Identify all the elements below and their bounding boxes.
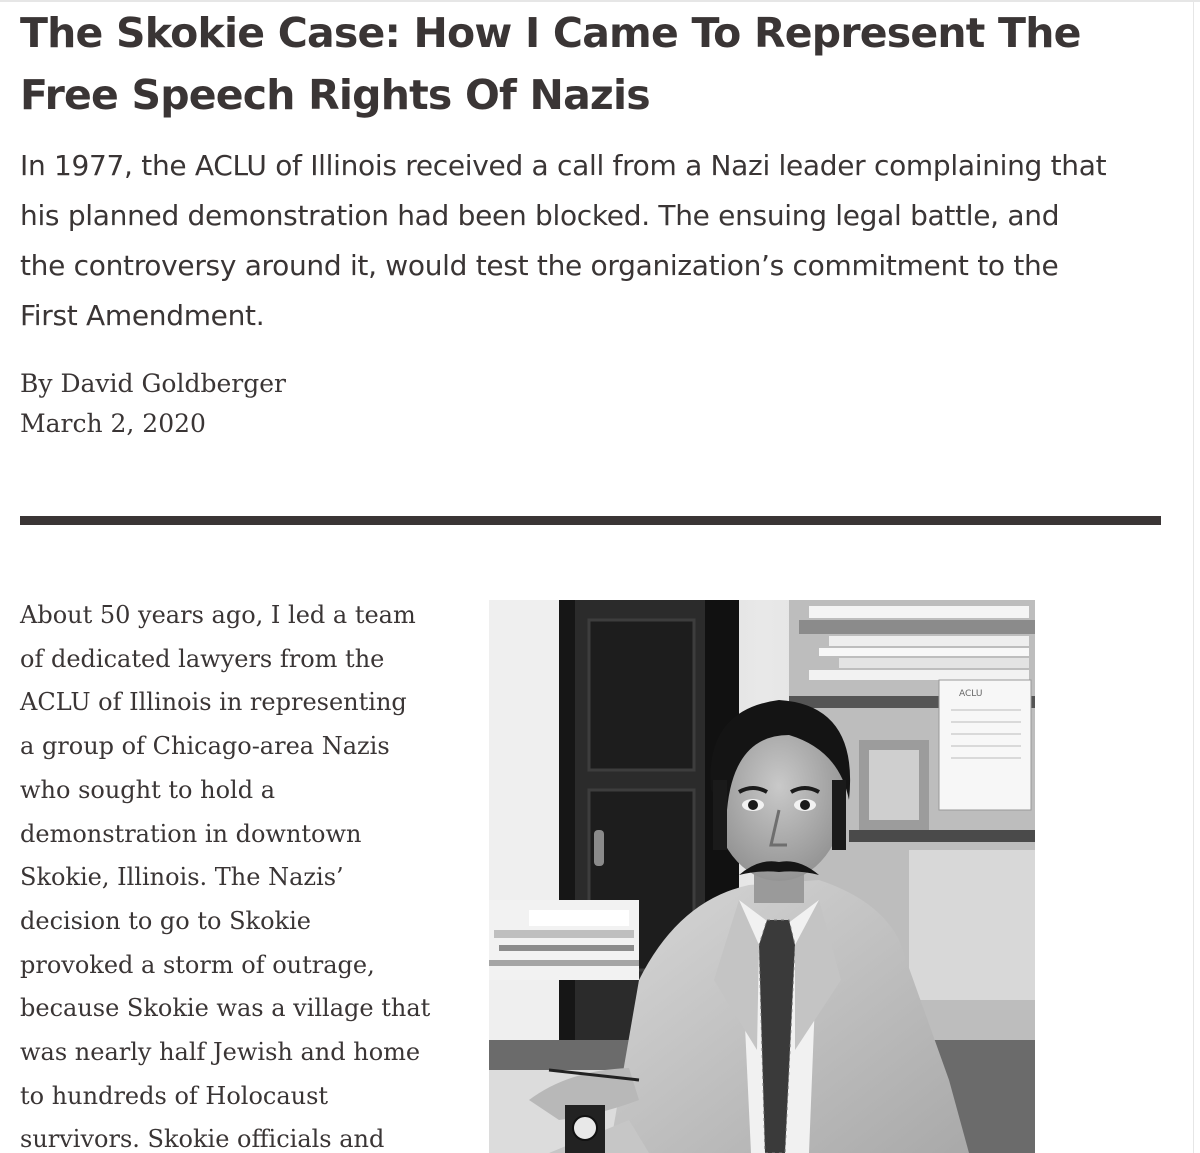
right-border — [1193, 0, 1194, 1153]
article-body — [20, 594, 470, 1153]
paper-label: ACLU — [959, 689, 983, 699]
body-line: of dedicated lawyers from the — [20, 644, 385, 673]
article-photo — [489, 600, 1035, 1153]
body-line: survivors. Skokie officials and — [20, 1125, 385, 1153]
article-byline[interactable]: By David Goldberger — [20, 369, 286, 398]
body-line: demonstration in downtown — [20, 819, 362, 848]
body-line: because Skokie was a village that — [20, 994, 431, 1023]
body-line: who sought to hold a — [20, 775, 275, 804]
body-line: a group of Chicago-area Nazis — [20, 732, 390, 761]
body-line: provoked a storm of outrage, — [20, 950, 375, 979]
body-line: decision to go to Skokie — [20, 906, 311, 935]
body-line: About 50 years ago, I led a team — [20, 601, 416, 629]
article-title: The Skokie Case: How I Came To Represent The Free Speech Rights Of Nazis — [20, 9, 1081, 119]
body-line: was nearly half Jewish and home — [20, 1038, 421, 1067]
body-line: Skokie, Illinois. The Nazis’ — [20, 863, 344, 892]
body-line: to hundreds of Holocaust — [20, 1081, 329, 1110]
section-divider — [20, 516, 1161, 525]
article-date: March 2, 2020 — [20, 409, 206, 438]
article-dek: In 1977, the ACLU of Illinois received a call from a Nazi leader complaining that his planned demonstration had been blocked. The ensuing legal battle, and the controversy around it, would test the organization’s commitment to the First Amendment. — [20, 149, 1107, 332]
body-line: ACLU of Illinois in representing — [20, 688, 407, 717]
